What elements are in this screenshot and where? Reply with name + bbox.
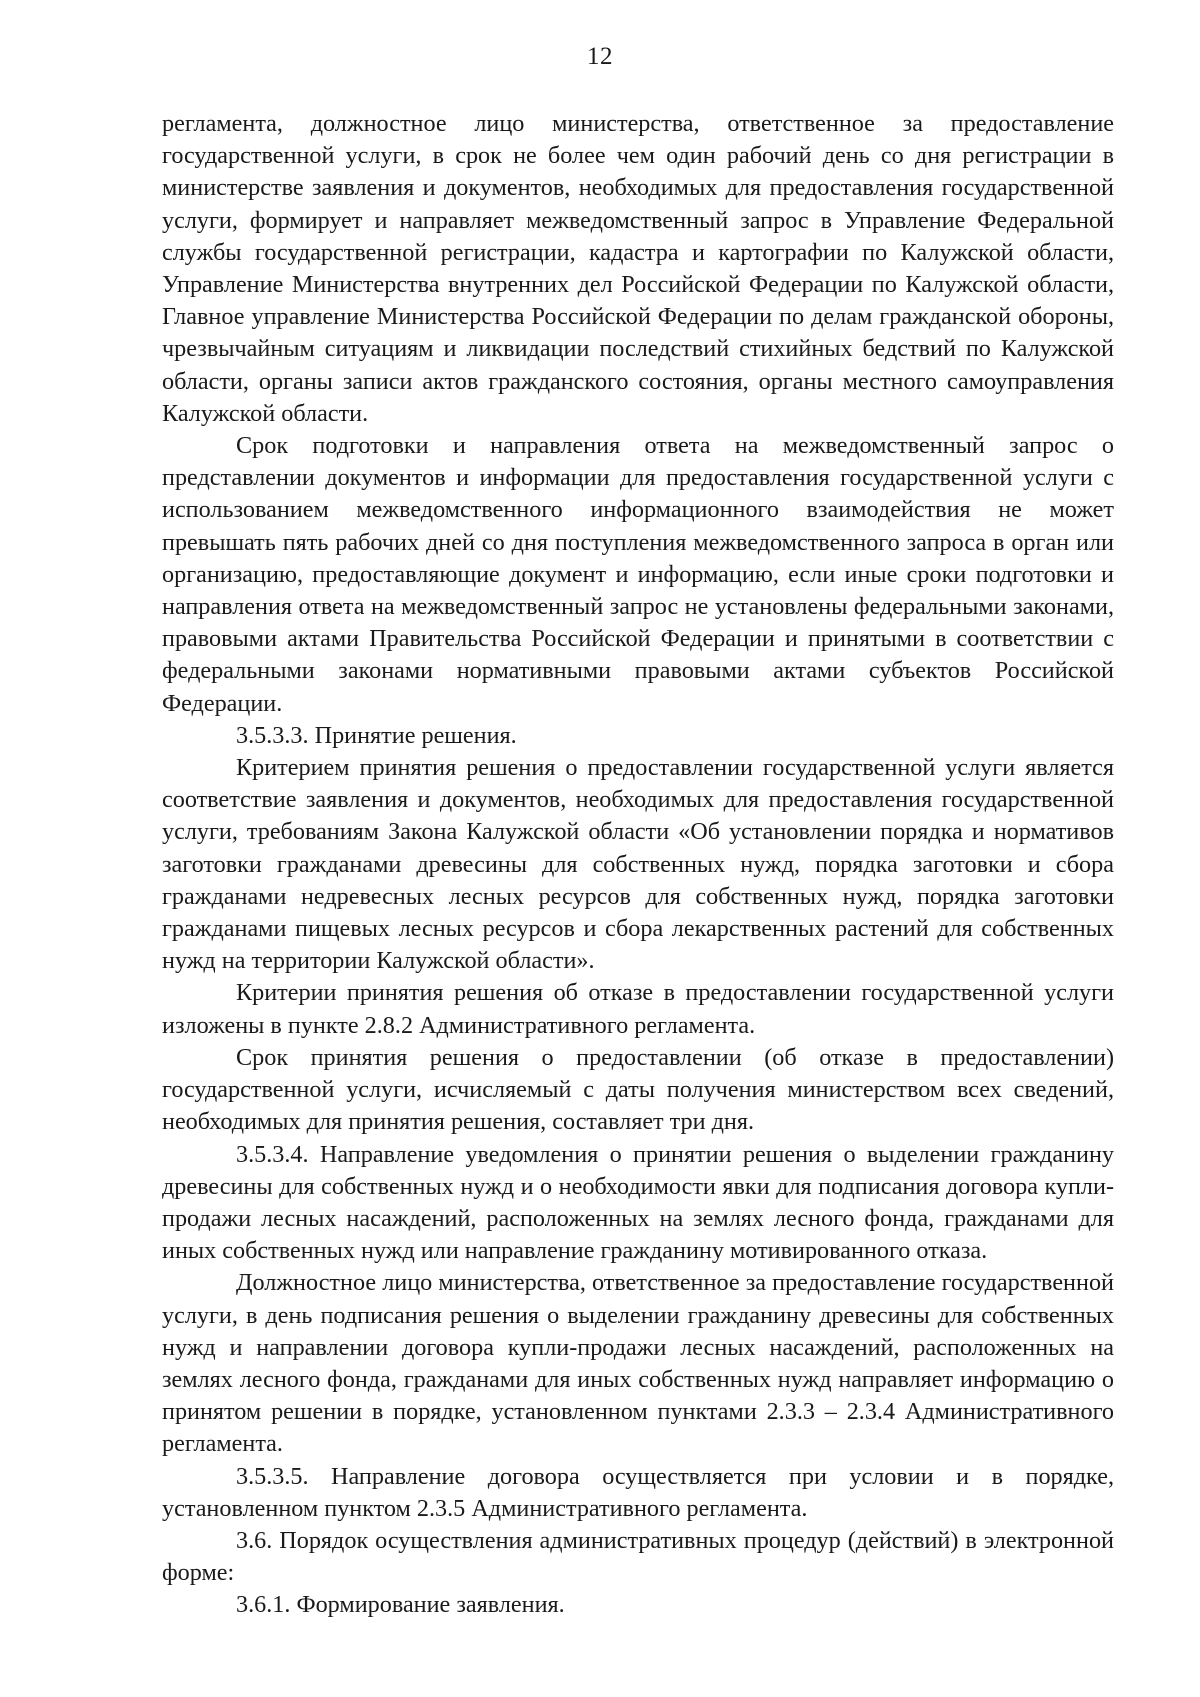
paragraph-approval-criterion: Критерием принятия решения о предоставлении государственной услуги является соответствие заявления и документов, необходимых для предоставления государственной услуги, требованиям Закона Калужской области «Об установлении порядка и нормативов заготовки гражданами древесины для собственных нужд, порядка заготовки и сбора гражданами недревесных лесных ресурсов для собственных нужд, порядка заготовки гражданами пищевых лесных ресурсов и сбора лекарственных растений для собственных нужд на территории Калужской области». xyxy=(162,754,1114,975)
paragraph-decision-deadline: Срок принятия решения о предоставлении (об отказе в предоставлении) государственной услуги, исчисляемый с даты получения министерством всех сведений, необходимых для принятия решения, составляет три дня. xyxy=(162,1043,1114,1136)
section-heading-3-5-3-4: 3.5.3.4. Направление уведомления о принятии решения о выделении гражданину древесины для собственных нужд и о необходимости явки для подписания договора купли-продажи лесных насаждений, расположенных на землях лесного фонда, гражданами для иных собственных нужд или направление гражданину мотивированного отказа. xyxy=(162,1140,1114,1265)
section-heading-3-6-1: 3.6.1. Формирование заявления. xyxy=(236,1591,565,1619)
paragraph-response-deadline: Срок подготовки и направления ответа на межведомственный запрос о представлении документов и информации для предоставления государственной услуги с использованием межведомственного информационного взаимодействия не может превышать пять рабочих дней со дня поступления межведомственного запроса в орган или организацию, предоставляющие документ и информацию, если иные сроки подготовки и направления ответа на межведомственный запрос не установлены федеральными законами, правовыми актами Правительства Российской Федерации и принятыми в соответствии с федеральными законами нормативными правовыми актами субъектов Российской Федерации. xyxy=(162,432,1114,717)
paragraph-interagency-request: регламента, должностное лицо министерства, ответственное за предоставление государственной услуги, в срок не более чем один рабочий день со дня регистрации в министерстве заявления и документов, необходимых для предоставления государственной услуги, формирует и направляет межведомственный запрос в Управление Федеральной службы государственной регистрации, кадастра и картографии по Калужской области, Управление Министерства внутренних дел Российской Федерации по Калужской области, Главное управление Министерства Российской Федерации по делам гражданской обороны, чрезвычайным ситуациям и ликвидации последствий стихийных бедствий по Калужской области, органы записи актов гражданского состояния, органы местного самоуправления Калужской области. xyxy=(162,110,1114,427)
section-heading-3-5-3-3: 3.5.3.3. Принятие решения. xyxy=(236,721,517,749)
section-heading-3-5-3-5: 3.5.3.5. Направление договора осуществляется при условии и в порядке, установленном пунктом 2.3.5 Административного регламента. xyxy=(162,1462,1114,1522)
paragraph-refusal-criteria: Критерии принятия решения об отказе в предоставлении государственной услуги изложены в пункте 2.8.2 Административного регламента. xyxy=(162,979,1114,1039)
page-number: 12 xyxy=(587,43,613,70)
document-body xyxy=(162,108,1114,1622)
section-heading-3-6: 3.6. Порядок осуществления административных процедур (действий) в электронной форме: xyxy=(162,1526,1114,1587)
paragraph-official-notification: Должностное лицо министерства, ответственное за предоставление государственной услуги, в день подписания решения о выделении гражданину древесины для собственных нужд и направлении договора купли-продажи лесных насаждений, расположенных на землях лесного фонда, гражданами для иных собственных нужд направляет информацию о принятом решении в порядке, установленном пунктами 2.3.3 – 2.3.4 Административного регламента. xyxy=(162,1269,1114,1458)
